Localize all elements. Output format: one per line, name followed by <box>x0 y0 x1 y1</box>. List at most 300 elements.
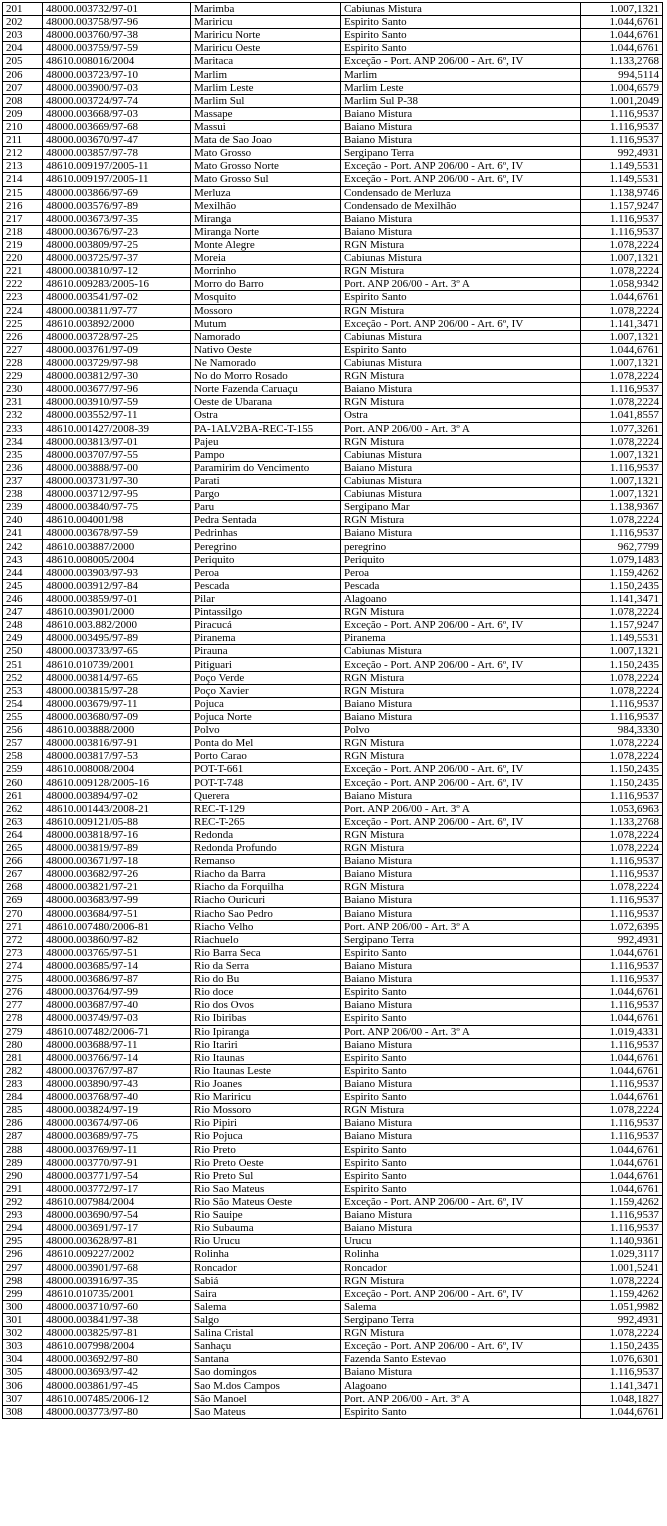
price-value-cell: 1.116,9537 <box>581 907 663 920</box>
row-number-cell: 227 <box>3 343 43 356</box>
process-number-cell: 48610.009128/2005-16 <box>43 776 191 789</box>
field-name-cell: Mariricu Oeste <box>191 42 341 55</box>
oil-stream-cell: Exceção - Port. ANP 206/00 - Art. 6º, IV <box>341 815 581 828</box>
price-value-cell: 1.078,2224 <box>581 514 663 527</box>
price-value-cell: 1.007,1321 <box>581 252 663 265</box>
process-number-cell: 48000.003860/97-82 <box>43 933 191 946</box>
process-number-cell: 48610.008016/2004 <box>43 55 191 68</box>
price-value-cell: 1.007,1321 <box>581 645 663 658</box>
price-value-cell: 1.078,2224 <box>581 265 663 278</box>
process-number-cell: 48610.003887/2000 <box>43 540 191 553</box>
table-row <box>3 265 663 278</box>
row-number-cell: 205 <box>3 55 43 68</box>
field-name-cell: Rio Pojuca <box>191 1130 341 1143</box>
oil-stream-cell: Sergipano Terra <box>341 1313 581 1326</box>
process-number-cell: 48610.010739/2001 <box>43 658 191 671</box>
price-value-cell: 1.116,9537 <box>581 973 663 986</box>
row-number-cell: 301 <box>3 1313 43 1326</box>
oil-stream-cell: Exceção - Port. ANP 206/00 - Art. 6º, IV <box>341 173 581 186</box>
oil-stream-cell: Sergipano Terra <box>341 147 581 160</box>
oil-stream-cell: RGN Mistura <box>341 396 581 409</box>
table-row <box>3 1169 663 1182</box>
price-value-cell: 1.078,2224 <box>581 842 663 855</box>
process-number-cell: 48000.003764/97-99 <box>43 986 191 999</box>
oil-stream-cell: Baiano Mistura <box>341 789 581 802</box>
field-name-cell: Pilar <box>191 592 341 605</box>
process-number-cell: 48000.003684/97-51 <box>43 907 191 920</box>
table-row <box>3 94 663 107</box>
field-name-cell: Riachuelo <box>191 933 341 946</box>
row-number-cell: 236 <box>3 461 43 474</box>
oil-stream-cell: Baiano Mistura <box>341 697 581 710</box>
row-number-cell: 288 <box>3 1143 43 1156</box>
process-number-cell: 48000.003866/97-69 <box>43 186 191 199</box>
table-row <box>3 1274 663 1287</box>
field-name-cell: Pajeu <box>191 435 341 448</box>
oil-stream-cell: Espirito Santo <box>341 1012 581 1025</box>
oil-stream-cell: Exceção - Port. ANP 206/00 - Art. 6º, IV <box>341 763 581 776</box>
table-row <box>3 68 663 81</box>
oil-stream-cell: Port. ANP 206/00 - Art. 3º A <box>341 802 581 815</box>
field-name-cell: Oeste de Ubarana <box>191 396 341 409</box>
process-number-cell: 48610.009197/2005-11 <box>43 160 191 173</box>
price-value-cell: 1.044,6761 <box>581 1405 663 1418</box>
price-value-cell: 1.044,6761 <box>581 16 663 29</box>
field-name-cell: Piracucá <box>191 619 341 632</box>
oil-stream-cell: Espirito Santo <box>341 1182 581 1195</box>
table-row <box>3 724 663 737</box>
price-value-cell: 1.116,9537 <box>581 789 663 802</box>
oil-stream-cell: Baiano Mistura <box>341 1366 581 1379</box>
price-value-cell: 1.044,6761 <box>581 1051 663 1064</box>
process-number-cell: 48000.003673/97-35 <box>43 212 191 225</box>
price-value-cell: 1.116,9537 <box>581 697 663 710</box>
process-number-cell: 48000.003772/97-17 <box>43 1182 191 1195</box>
oil-stream-cell: Baiano Mistura <box>341 383 581 396</box>
field-name-cell: Redonda <box>191 828 341 841</box>
price-value-cell: 1.116,9537 <box>581 134 663 147</box>
process-number-cell: 48000.003916/97-35 <box>43 1274 191 1287</box>
row-number-cell: 226 <box>3 330 43 343</box>
price-value-cell: 1.029,3117 <box>581 1248 663 1261</box>
price-value-cell: 992,4931 <box>581 147 663 160</box>
table-row <box>3 986 663 999</box>
oil-stream-cell: RGN Mistura <box>341 881 581 894</box>
table-row <box>3 278 663 291</box>
process-number-cell: 48610.007485/2006-12 <box>43 1392 191 1405</box>
row-number-cell: 295 <box>3 1235 43 1248</box>
field-name-cell: Miranga Norte <box>191 225 341 238</box>
oil-stream-cell: RGN Mistura <box>341 514 581 527</box>
field-name-cell: Rio Mossoro <box>191 1104 341 1117</box>
field-name-cell: Pojuca <box>191 697 341 710</box>
table-row <box>3 1248 663 1261</box>
field-name-cell: Marlim Leste <box>191 81 341 94</box>
row-number-cell: 271 <box>3 920 43 933</box>
row-number-cell: 239 <box>3 501 43 514</box>
process-number-cell: 48000.003814/97-65 <box>43 671 191 684</box>
process-number-cell: 48610.003892/2000 <box>43 317 191 330</box>
process-number-cell: 48000.003670/97-47 <box>43 134 191 147</box>
field-name-cell: Moreia <box>191 252 341 265</box>
table-row <box>3 959 663 972</box>
oil-stream-cell: Baiano Mistura <box>341 1117 581 1130</box>
process-number-cell: 48000.003912/97-84 <box>43 579 191 592</box>
oil-stream-cell: Cabiunas Mistura <box>341 3 581 16</box>
oil-stream-cell: Espirito Santo <box>341 1051 581 1064</box>
price-value-cell: 1.138,9746 <box>581 186 663 199</box>
table-row <box>3 343 663 356</box>
oil-stream-cell: Baiano Mistura <box>341 894 581 907</box>
process-number-cell: 48610.001427/2008-39 <box>43 422 191 435</box>
process-number-cell: 48000.003903/97-93 <box>43 566 191 579</box>
price-value-cell: 1.044,6761 <box>581 29 663 42</box>
row-number-cell: 263 <box>3 815 43 828</box>
field-name-cell: Peregrino <box>191 540 341 553</box>
field-name-cell: Paramirim do Vencimento <box>191 461 341 474</box>
field-name-cell: Morro do Barro <box>191 278 341 291</box>
oil-stream-cell: Piranema <box>341 632 581 645</box>
table-row <box>3 29 663 42</box>
price-value-cell: 1.044,6761 <box>581 946 663 959</box>
oil-stream-cell: Espirito Santo <box>341 1156 581 1169</box>
price-value-cell: 1.076,6301 <box>581 1353 663 1366</box>
field-name-cell: Sao domingos <box>191 1366 341 1379</box>
oil-stream-cell: Espirito Santo <box>341 1169 581 1182</box>
field-name-cell: Redonda Profundo <box>191 842 341 855</box>
price-value-cell: 1.058,9342 <box>581 278 663 291</box>
field-name-cell: Paru <box>191 501 341 514</box>
oil-stream-cell: Baiano Mistura <box>341 959 581 972</box>
table-body <box>3 3 663 1419</box>
oil-stream-cell: Espirito Santo <box>341 343 581 356</box>
row-number-cell: 232 <box>3 409 43 422</box>
field-name-cell: PA-1ALV2BA-REC-T-155 <box>191 422 341 435</box>
row-number-cell: 286 <box>3 1117 43 1130</box>
field-name-cell: Rio Preto Sul <box>191 1169 341 1182</box>
row-number-cell: 202 <box>3 16 43 29</box>
oil-stream-cell: Cabiunas Mistura <box>341 252 581 265</box>
table-row <box>3 658 663 671</box>
process-number-cell: 48610.009227/2002 <box>43 1248 191 1261</box>
table-row <box>3 999 663 1012</box>
field-name-cell: Merluza <box>191 186 341 199</box>
process-number-cell: 48000.003683/97-99 <box>43 894 191 907</box>
table-row <box>3 907 663 920</box>
field-name-cell: Sao M.dos Campos <box>191 1379 341 1392</box>
field-name-cell: Mosquito <box>191 291 341 304</box>
process-number-cell: 48000.003674/97-06 <box>43 1117 191 1130</box>
process-number-cell: 48000.003628/97-81 <box>43 1235 191 1248</box>
oil-stream-cell: Alagoano <box>341 592 581 605</box>
table-row <box>3 946 663 959</box>
field-name-cell: Marlim Sul <box>191 94 341 107</box>
price-value-cell: 1.044,6761 <box>581 1064 663 1077</box>
table-row <box>3 238 663 251</box>
row-number-cell: 247 <box>3 606 43 619</box>
row-number-cell: 208 <box>3 94 43 107</box>
process-number-cell: 48610.009197/2005-11 <box>43 173 191 186</box>
price-value-cell: 1.150,2435 <box>581 1340 663 1353</box>
field-name-cell: Santana <box>191 1353 341 1366</box>
row-number-cell: 267 <box>3 868 43 881</box>
price-value-cell: 1.044,6761 <box>581 1143 663 1156</box>
field-name-cell: Riacho da Barra <box>191 868 341 881</box>
price-value-cell: 1.044,6761 <box>581 986 663 999</box>
oil-stream-cell: Condensado de Mexilhão <box>341 199 581 212</box>
price-value-cell: 1.078,2224 <box>581 828 663 841</box>
table-row <box>3 1025 663 1038</box>
price-value-cell: 1.150,2435 <box>581 579 663 592</box>
oil-stream-cell: Baiano Mistura <box>341 1077 581 1090</box>
row-number-cell: 224 <box>3 304 43 317</box>
price-value-cell: 1.116,9537 <box>581 107 663 120</box>
field-name-cell: Pintassilgo <box>191 606 341 619</box>
field-name-cell: Riacho Sao Pedro <box>191 907 341 920</box>
row-number-cell: 277 <box>3 999 43 1012</box>
table-row <box>3 1366 663 1379</box>
price-value-cell: 1.116,9537 <box>581 1130 663 1143</box>
oil-stream-cell: Baiano Mistura <box>341 855 581 868</box>
row-number-cell: 292 <box>3 1195 43 1208</box>
oil-stream-cell: Espirito Santo <box>341 16 581 29</box>
oil-stream-cell: Port. ANP 206/00 - Art. 3º A <box>341 1025 581 1038</box>
field-name-cell: Sanhaçu <box>191 1340 341 1353</box>
table-row <box>3 1051 663 1064</box>
table-row <box>3 186 663 199</box>
table-row <box>3 1117 663 1130</box>
row-number-cell: 270 <box>3 907 43 920</box>
row-number-cell: 289 <box>3 1156 43 1169</box>
field-name-cell: Rio Preto Oeste <box>191 1156 341 1169</box>
price-value-cell: 1.116,9537 <box>581 1038 663 1051</box>
table-row <box>3 592 663 605</box>
oil-stream-cell: Exceção - Port. ANP 206/00 - Art. 6º, IV <box>341 160 581 173</box>
oil-stream-cell: Baiano Mistura <box>341 225 581 238</box>
price-value-cell: 992,4931 <box>581 1313 663 1326</box>
price-value-cell: 1.140,9361 <box>581 1235 663 1248</box>
table-row <box>3 1182 663 1195</box>
table-row <box>3 540 663 553</box>
process-number-cell: 48000.003758/97-96 <box>43 16 191 29</box>
price-value-cell: 992,4931 <box>581 933 663 946</box>
row-number-cell: 265 <box>3 842 43 855</box>
oil-stream-cell: Espirito Santo <box>341 1405 581 1418</box>
price-value-cell: 1.078,2224 <box>581 684 663 697</box>
process-number-cell: 48000.003765/97-51 <box>43 946 191 959</box>
process-number-cell: 48000.003894/97-02 <box>43 789 191 802</box>
table-row <box>3 212 663 225</box>
field-name-cell: Rio Itariri <box>191 1038 341 1051</box>
price-value-cell: 1.141,3471 <box>581 1379 663 1392</box>
field-name-cell: Maritaca <box>191 55 341 68</box>
table-row <box>3 815 663 828</box>
oil-stream-cell: Polvo <box>341 724 581 737</box>
field-name-cell: Mutum <box>191 317 341 330</box>
row-number-cell: 210 <box>3 120 43 133</box>
field-name-cell: Ponta do Mel <box>191 737 341 750</box>
price-value-cell: 1.159,4262 <box>581 1195 663 1208</box>
row-number-cell: 259 <box>3 763 43 776</box>
process-number-cell: 48000.003680/97-09 <box>43 710 191 723</box>
oil-stream-cell: Cabiunas Mistura <box>341 448 581 461</box>
price-value-cell: 1.116,9537 <box>581 855 663 868</box>
oil-stream-cell: Baiano Mistura <box>341 527 581 540</box>
oil-stream-cell: Exceção - Port. ANP 206/00 - Art. 6º, IV <box>341 658 581 671</box>
row-number-cell: 220 <box>3 252 43 265</box>
table-row <box>3 632 663 645</box>
process-number-cell: 48000.003688/97-11 <box>43 1038 191 1051</box>
field-name-cell: Sabiá <box>191 1274 341 1287</box>
price-value-cell: 1.116,9537 <box>581 383 663 396</box>
table-row <box>3 776 663 789</box>
table-row <box>3 1064 663 1077</box>
field-name-cell: Nativo Oeste <box>191 343 341 356</box>
row-number-cell: 269 <box>3 894 43 907</box>
oil-stream-cell: RGN Mistura <box>341 684 581 697</box>
field-name-cell: Porto Carao <box>191 750 341 763</box>
table-row <box>3 291 663 304</box>
price-value-cell: 1.133,2768 <box>581 815 663 828</box>
table-row <box>3 435 663 448</box>
row-number-cell: 201 <box>3 3 43 16</box>
field-name-cell: Sao Mateus <box>191 1405 341 1418</box>
price-value-cell: 1.044,6761 <box>581 291 663 304</box>
field-name-cell: Rio do Bu <box>191 973 341 986</box>
field-name-cell: Rio Ibiribas <box>191 1012 341 1025</box>
process-number-cell: 48000.003682/97-26 <box>43 868 191 881</box>
field-name-cell: Namorado <box>191 330 341 343</box>
oil-stream-cell: Periquito <box>341 553 581 566</box>
process-number-cell: 48000.003900/97-03 <box>43 81 191 94</box>
table-row <box>3 1235 663 1248</box>
table-row <box>3 474 663 487</box>
field-name-cell: Rio Barra Seca <box>191 946 341 959</box>
table-row <box>3 802 663 815</box>
oil-stream-cell: Cabiunas Mistura <box>341 330 581 343</box>
row-number-cell: 212 <box>3 147 43 160</box>
process-number-cell: 48000.003724/97-74 <box>43 94 191 107</box>
table-row <box>3 134 663 147</box>
row-number-cell: 261 <box>3 789 43 802</box>
row-number-cell: 253 <box>3 684 43 697</box>
table-row <box>3 173 663 186</box>
process-number-cell: 48000.003815/97-28 <box>43 684 191 697</box>
table-row <box>3 3 663 16</box>
field-name-cell: Rio Ipiranga <box>191 1025 341 1038</box>
row-number-cell: 274 <box>3 959 43 972</box>
price-value-cell: 1.053,6963 <box>581 802 663 815</box>
oil-stream-cell: RGN Mistura <box>341 304 581 317</box>
oil-stream-cell: Sergipano Mar <box>341 501 581 514</box>
row-number-cell: 254 <box>3 697 43 710</box>
oil-stream-cell: Port. ANP 206/00 - Art. 3º A <box>341 278 581 291</box>
row-number-cell: 206 <box>3 68 43 81</box>
field-name-cell: Poço Verde <box>191 671 341 684</box>
table-row <box>3 1195 663 1208</box>
oil-stream-cell: Port. ANP 206/00 - Art. 3º A <box>341 422 581 435</box>
field-name-cell: Mato Grosso Sul <box>191 173 341 186</box>
price-value-cell: 1.078,2224 <box>581 671 663 684</box>
price-value-cell: 1.149,5531 <box>581 632 663 645</box>
row-number-cell: 249 <box>3 632 43 645</box>
price-value-cell: 1.159,4262 <box>581 566 663 579</box>
field-name-cell: Pampo <box>191 448 341 461</box>
table-row <box>3 671 663 684</box>
table-row <box>3 1130 663 1143</box>
row-number-cell: 243 <box>3 553 43 566</box>
field-name-cell: Rio São Mateus Oeste <box>191 1195 341 1208</box>
field-name-cell: Rio Mariricu <box>191 1091 341 1104</box>
oil-stream-cell: Baiano Mistura <box>341 120 581 133</box>
row-number-cell: 278 <box>3 1012 43 1025</box>
row-number-cell: 215 <box>3 186 43 199</box>
table-row <box>3 619 663 632</box>
table-row <box>3 409 663 422</box>
table-row <box>3 422 663 435</box>
oil-stream-cell: Baiano Mistura <box>341 1222 581 1235</box>
price-value-cell: 1.078,2224 <box>581 1104 663 1117</box>
table-row <box>3 789 663 802</box>
field-name-cell: POT-T-748 <box>191 776 341 789</box>
price-value-cell: 994,5114 <box>581 68 663 81</box>
field-name-cell: Polvo <box>191 724 341 737</box>
price-value-cell: 1.116,9537 <box>581 959 663 972</box>
price-value-cell: 1.149,5531 <box>581 173 663 186</box>
price-value-cell: 1.078,2224 <box>581 435 663 448</box>
row-number-cell: 258 <box>3 750 43 763</box>
table-row <box>3 448 663 461</box>
oil-stream-cell: Port. ANP 206/00 - Art. 3º A <box>341 1392 581 1405</box>
table-row <box>3 42 663 55</box>
row-number-cell: 223 <box>3 291 43 304</box>
table-row <box>3 225 663 238</box>
row-number-cell: 240 <box>3 514 43 527</box>
process-number-cell: 48000.003690/97-54 <box>43 1209 191 1222</box>
price-value-cell: 1.007,1321 <box>581 448 663 461</box>
row-number-cell: 275 <box>3 973 43 986</box>
table-row <box>3 750 663 763</box>
oil-stream-cell: Marlim Sul P-38 <box>341 94 581 107</box>
process-number-cell: 48000.003692/97-80 <box>43 1353 191 1366</box>
price-value-cell: 1.007,1321 <box>581 330 663 343</box>
row-number-cell: 246 <box>3 592 43 605</box>
table-row <box>3 1091 663 1104</box>
price-value-cell: 1.004,6579 <box>581 81 663 94</box>
oil-stream-cell: Ostra <box>341 409 581 422</box>
table-row <box>3 356 663 369</box>
field-name-cell: Rio dos Ovos <box>191 999 341 1012</box>
process-number-cell: 48610.007480/2006-81 <box>43 920 191 933</box>
process-number-cell: 48610.003901/2000 <box>43 606 191 619</box>
oil-stream-cell: Baiano Mistura <box>341 1209 581 1222</box>
oil-stream-cell: RGN Mistura <box>341 828 581 841</box>
process-number-cell: 48000.003810/97-12 <box>43 265 191 278</box>
oil-stream-cell: Espirito Santo <box>341 291 581 304</box>
oil-stream-cell: Baiano Mistura <box>341 212 581 225</box>
process-number-cell: 48610.003.882/2000 <box>43 619 191 632</box>
process-number-cell: 48610.001443/2008-21 <box>43 802 191 815</box>
table-row <box>3 1077 663 1090</box>
row-number-cell: 214 <box>3 173 43 186</box>
row-number-cell: 304 <box>3 1353 43 1366</box>
table-row <box>3 514 663 527</box>
table-row <box>3 461 663 474</box>
table-row <box>3 488 663 501</box>
row-number-cell: 308 <box>3 1405 43 1418</box>
price-value-cell: 1.116,9537 <box>581 1366 663 1379</box>
row-number-cell: 281 <box>3 1051 43 1064</box>
